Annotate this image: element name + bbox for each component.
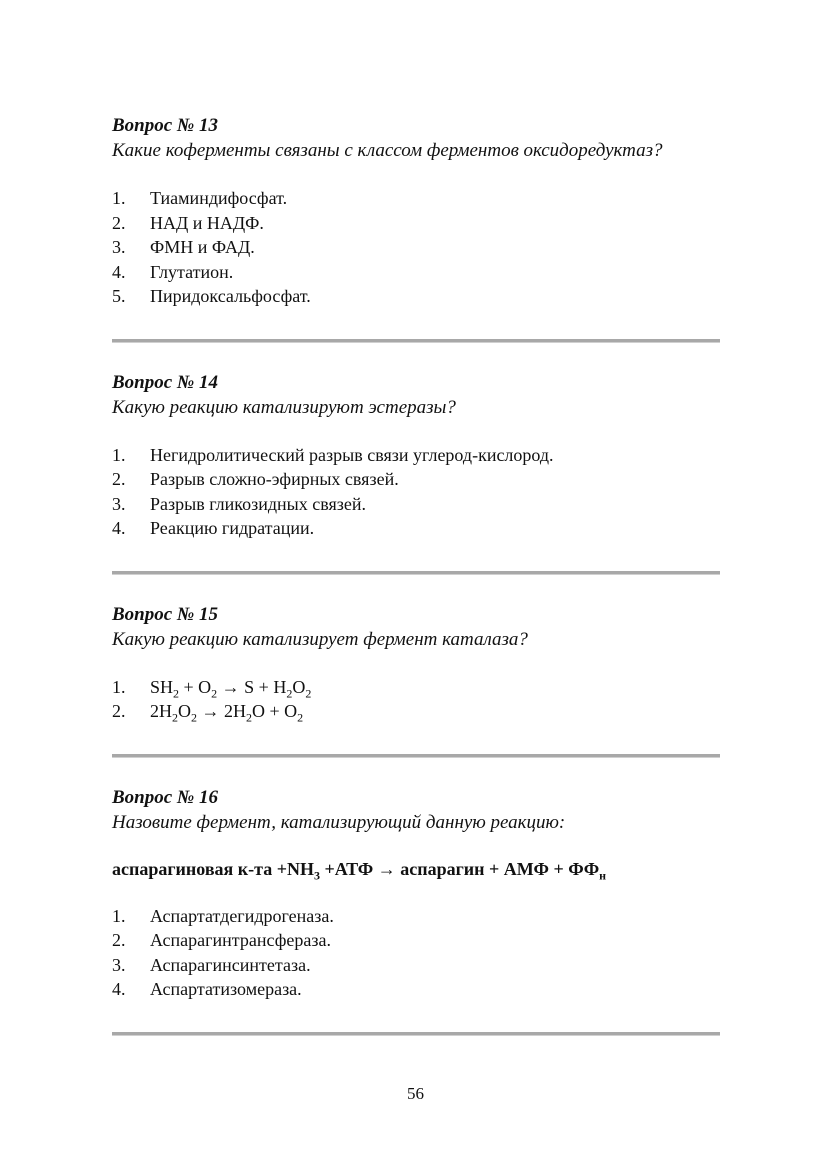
reaction-equation: $SH_2 + O_2 \to S + H_2O_2$ bbox=[150, 676, 312, 701]
answer-item bbox=[112, 186, 720, 211]
answer-number: 1. bbox=[112, 905, 126, 926]
answer-item bbox=[112, 699, 720, 724]
answer-text: Аспартатизомераза. bbox=[150, 979, 302, 999]
answer-item bbox=[112, 235, 720, 260]
answer-number: 4. bbox=[112, 979, 126, 999]
question-title: Вопрос № 13 bbox=[112, 115, 219, 136]
answer-item bbox=[112, 675, 720, 700]
answer-item bbox=[112, 977, 720, 1002]
answer-number: 3. bbox=[112, 954, 126, 975]
answer-number: 2. bbox=[112, 212, 126, 233]
answer-number: 3. bbox=[112, 237, 126, 257]
answer-number: 4. bbox=[112, 261, 126, 282]
question-text: Какую реакцию катализируют эстеразы? bbox=[112, 396, 456, 418]
answer-text: Негидролитический разрыв связи углерод-кислород. bbox=[150, 444, 554, 465]
answer-text: Пиридоксальфосфат. bbox=[150, 286, 311, 306]
answer-text: Аспарагинтрансфераза. bbox=[150, 930, 331, 950]
section-divider bbox=[112, 339, 720, 343]
answer-number: 1. bbox=[112, 188, 126, 208]
section-divider bbox=[112, 1032, 720, 1036]
section-divider bbox=[112, 571, 720, 575]
answer-text: НАД и НАДФ. bbox=[150, 212, 264, 233]
question-14 bbox=[112, 370, 720, 541]
answer-number: 2. bbox=[112, 930, 126, 950]
question-text: Какие коферменты связаны с классом ферментов оксидоредуктаз? bbox=[112, 140, 663, 161]
question-title: Вопрос № 15 bbox=[112, 603, 219, 625]
answer-item bbox=[112, 492, 720, 517]
answer-item bbox=[112, 904, 720, 929]
answer-text: ФМН и ФАД. bbox=[150, 237, 255, 257]
answer-number: 3. bbox=[112, 493, 126, 514]
question-13 bbox=[112, 113, 720, 309]
answer-text: Глутатион. bbox=[150, 261, 234, 282]
answer-list bbox=[112, 675, 720, 724]
answer-item bbox=[112, 516, 720, 541]
answer-number: 4. bbox=[112, 518, 126, 538]
section-divider bbox=[112, 754, 720, 758]
question-title: Вопрос № 16 bbox=[112, 786, 219, 808]
answer-list bbox=[112, 443, 720, 541]
answer-list bbox=[112, 904, 720, 1002]
answer-number: 1. bbox=[112, 676, 126, 697]
answer-item bbox=[112, 443, 720, 468]
answer-item bbox=[112, 928, 720, 953]
answer-item bbox=[112, 284, 720, 309]
question-title: Вопрос № 14 bbox=[112, 371, 219, 393]
answer-item bbox=[112, 953, 720, 978]
answer-text: Реакцию гидратации. bbox=[150, 518, 315, 538]
answer-text: Тиаминдифосфат. bbox=[150, 188, 288, 208]
answer-text: Разрыв гликозидных связей. bbox=[150, 493, 367, 514]
question-text: Назовите фермент, катализирующий данную реакцию: bbox=[112, 811, 566, 833]
answer-number: 1. bbox=[112, 444, 126, 465]
answer-item bbox=[112, 467, 720, 492]
document-page bbox=[112, 113, 720, 1063]
reaction-formula: аспарагиновая $к-та +NH_3 +АТФ$ → аспарагин + АМФ + $ФФ_н$ bbox=[112, 858, 607, 883]
answer-text: Разрыв сложно-эфирных связей. bbox=[150, 469, 399, 489]
question-text: Какую реакцию катализирует фермент каталаза? bbox=[112, 628, 528, 650]
reaction-equation: $2H_2O_2 \to 2H_2O + O_2$ bbox=[150, 701, 304, 725]
answer-item bbox=[112, 260, 720, 285]
answer-number: 2. bbox=[112, 701, 126, 721]
answer-list bbox=[112, 186, 720, 309]
answer-text: Аспарагинсинтетаза. bbox=[150, 954, 311, 975]
question-15 bbox=[112, 602, 720, 724]
answer-number: 5. bbox=[112, 286, 126, 306]
question-16 bbox=[112, 785, 720, 1002]
answer-item bbox=[112, 211, 720, 236]
answer-number: 2. bbox=[112, 469, 126, 489]
page-number: 56 bbox=[407, 1084, 424, 1103]
answer-text: Аспартатдегидрогеназа. bbox=[150, 905, 334, 926]
